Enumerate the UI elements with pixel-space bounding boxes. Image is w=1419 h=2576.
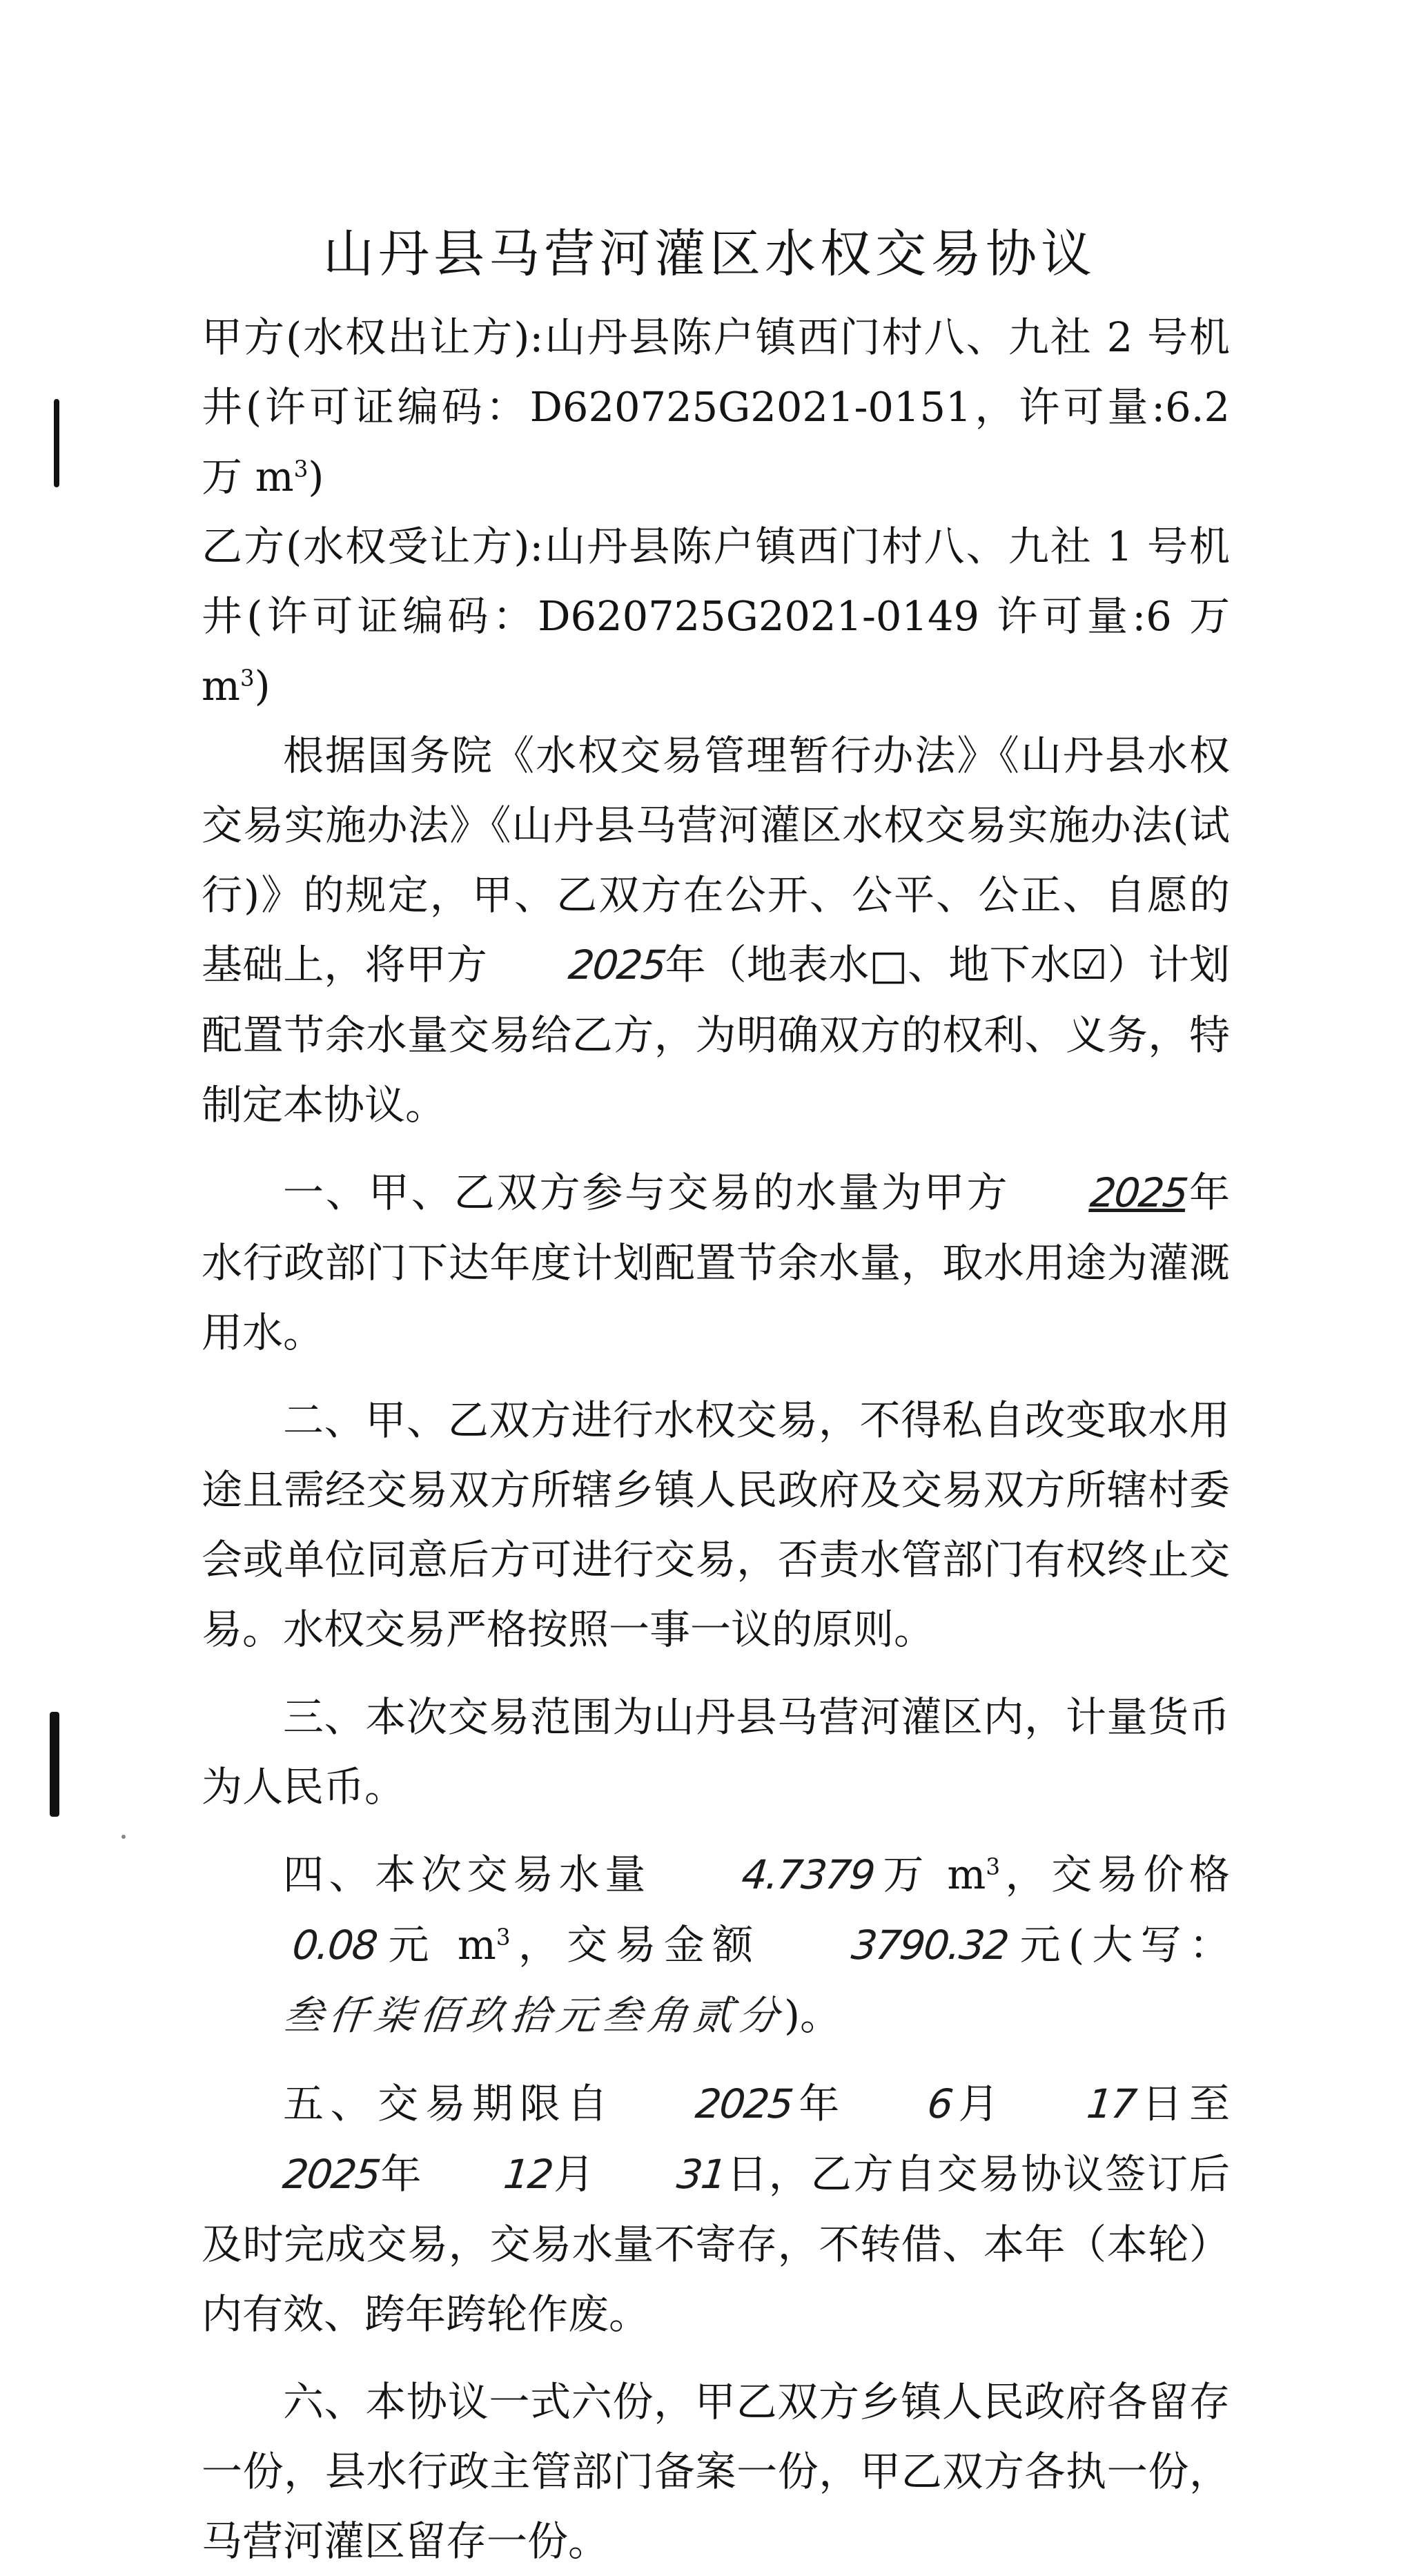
- clause-2: 二、甲、乙双方进行水权交易，不得私自改变取水用途且需经交易双方所辖乡镇人民政府及交易双方所辖村委会或单位同意后方可进行交易，否责水管部门有权终止交易。水权交易严格按照一事一议的原则。: [202, 1396, 1230, 1653]
- clause-4: 四、本次交易水量 4.7379万 $m^3$，交易价格0.08元 $m^3$，交易金额 3790.32元(大写：叁仟柒佰玖拾元叁角贰分)。: [202, 1840, 1230, 2051]
- scan-mark-bottom: [50, 1712, 59, 1817]
- party-a-line: 甲方(水权出让方):山丹县陈户镇西门村八、九社 2 号机井(许可证编码：D620725G2021-0151，许可量:6.2 万 $m^3$): [202, 313, 1230, 500]
- handwritten-start-year: 2025: [693, 2080, 795, 2127]
- document-title: 山丹县马营河灌区水权交易协议: [323, 224, 1096, 284]
- handwritten-volume: 4.7379: [739, 1851, 877, 1898]
- clause-5: 五、交易期限自 2025年 6月 17日至2025年 12月 31日，乙方自交易协议签订后及时完成交易，交易水量不寄存，不转借、本年（本轮）内有效、跨年跨轮作废。: [202, 2069, 1230, 2349]
- handwritten-end-day: 31: [674, 2151, 728, 2198]
- clause-1: 一、甲、乙双方参与交易的水量为甲方 2025年水行政部门下达年度计划配置节余水量，取水用途为灌溉用水。: [202, 1158, 1230, 1367]
- handwritten-end-year: 2025: [280, 2151, 382, 2198]
- handwritten-price: 0.08: [290, 1922, 379, 1969]
- intro-paragraph: 根据国务院《水权交易管理暂行办法》《山丹县水权交易实施办法》《山丹县马营河灌区水权交易实施办法(试行)》的规定，甲、乙双方在公开、公平、公正、自愿的基础上，将甲方 2025年（地表水□、地下水☑）计划配置节余水量交易给乙方，为明确双方的权利、义务，特制定本协议。: [202, 732, 1230, 1129]
- agreement-body: [202, 302, 1230, 2576]
- handwritten-amount: 3790.32: [849, 1922, 1010, 1969]
- scan-mark-top: [54, 399, 59, 487]
- handwritten-amount-words: 叁仟柒佰玖拾元叁角贰分: [280, 1992, 787, 2039]
- clause-6: 六、本协议一式六份，甲乙双方乡镇人民政府各留存一份，县水行政主管部门备案一份，甲乙双方各执一份，马营河灌区留存一份。: [202, 2378, 1230, 2565]
- party-b-line: 乙方(水权受让方):山丹县陈户镇西门村八、九社 1 号机井(许可证编码：D620725G2021-0149 许可量:6 万 $m^3$): [202, 523, 1230, 710]
- scan-speck: [121, 1835, 126, 1839]
- clause-3: 三、本次交易范围为山丹县马营河灌区内，计量货币为人民币。: [202, 1693, 1230, 1811]
- handwritten-year: 2025: [1088, 1169, 1190, 1216]
- handwritten-start-month: 6: [925, 2080, 955, 2127]
- handwritten-end-month: 12: [501, 2151, 555, 2198]
- handwritten-year: 2025: [566, 941, 668, 988]
- handwritten-start-day: 17: [1084, 2080, 1138, 2127]
